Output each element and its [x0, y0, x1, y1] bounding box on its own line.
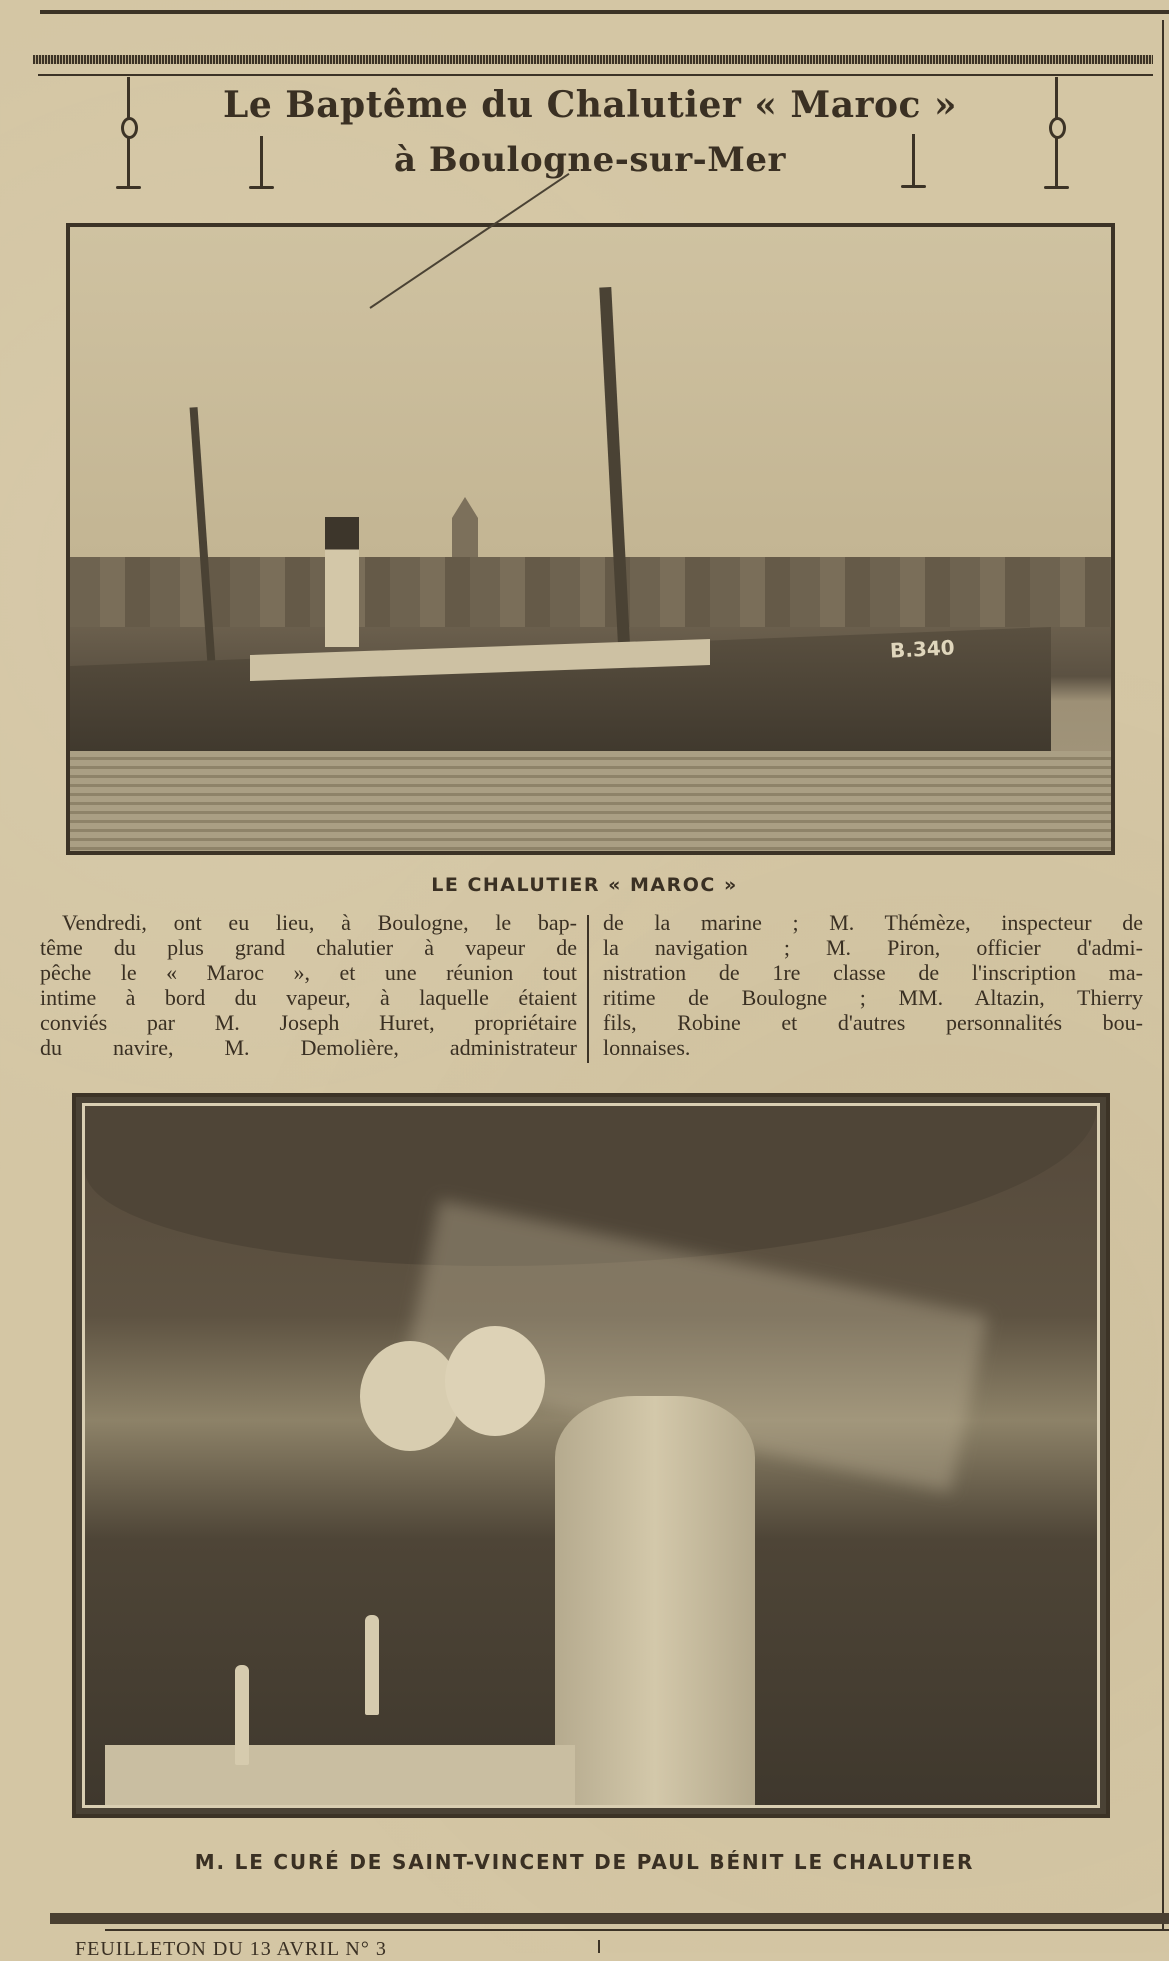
- table: [105, 1745, 575, 1805]
- text-line: Vendredi, ont eu lieu, à Boulogne, le bap-: [62, 910, 577, 935]
- text-line: lonnaises.: [603, 1035, 691, 1060]
- hull-marking: B.340: [889, 635, 956, 663]
- footer-column-divider: [598, 1940, 600, 1953]
- article-column-right: [603, 910, 1143, 1060]
- article-column-left: [40, 910, 577, 1060]
- harbour-water: [70, 751, 1111, 851]
- text-line: pêche le « Maroc », et une réunion tout: [40, 960, 577, 985]
- right-page-edge: [1162, 20, 1164, 1930]
- headline-block: [30, 72, 1150, 202]
- text-line: ritime de Boulogne ; MM. Altazin, Thierry: [603, 985, 1143, 1010]
- text-line: tême du plus grand chalutier à vapeur de: [40, 935, 577, 960]
- text-line: conviés par M. Joseph Huret, propriétaire: [40, 1010, 577, 1035]
- bottom-thin-rule: [105, 1929, 1169, 1931]
- photo2-caption: M. LE CURÉ DE SAINT-VINCENT DE PAUL BÉNIT LE CHALUTIER: [194, 1850, 975, 1874]
- text-line: nistration de 1re classe de l'inscription ma-: [603, 960, 1143, 985]
- town-skyline: [70, 557, 1111, 627]
- priest-surplice: [555, 1396, 755, 1806]
- white-coif: [360, 1341, 460, 1451]
- column-divider: [587, 915, 589, 1063]
- ship-funnel: [325, 517, 359, 647]
- text-line: du navire, M. Demolière, administrateur: [40, 1035, 577, 1060]
- feuilleton-header: FEUILLETON DU 13 AVRIL N° 3: [75, 1938, 387, 1960]
- text-line: fils, Robine et d'autres personnalités bou-: [603, 1010, 1143, 1035]
- text-line: la navigation ; M. Piron, officier d'admi-: [603, 935, 1143, 960]
- decorative-hatched-rule: [33, 55, 1153, 64]
- text-line: intime à bord du vapeur, à laquelle étaient: [40, 985, 577, 1010]
- bottle: [365, 1615, 379, 1715]
- bottle: [235, 1665, 249, 1765]
- bottom-thick-rule: [50, 1913, 1169, 1924]
- text-line: de la marine ; M. Thémèze, inspecteur de: [603, 910, 1143, 935]
- photo1-caption: LE CHALUTIER « MAROC »: [431, 874, 738, 896]
- photo-trawler-harbour: [66, 223, 1115, 855]
- top-rule: [40, 10, 1169, 14]
- headline-line-2: à Boulogne-sur-Mer: [394, 140, 786, 180]
- headline-line-1: Le Baptême du Chalutier « Maroc »: [223, 84, 957, 126]
- white-coif: [445, 1326, 545, 1436]
- photo-blessing-ceremony: [72, 1093, 1110, 1818]
